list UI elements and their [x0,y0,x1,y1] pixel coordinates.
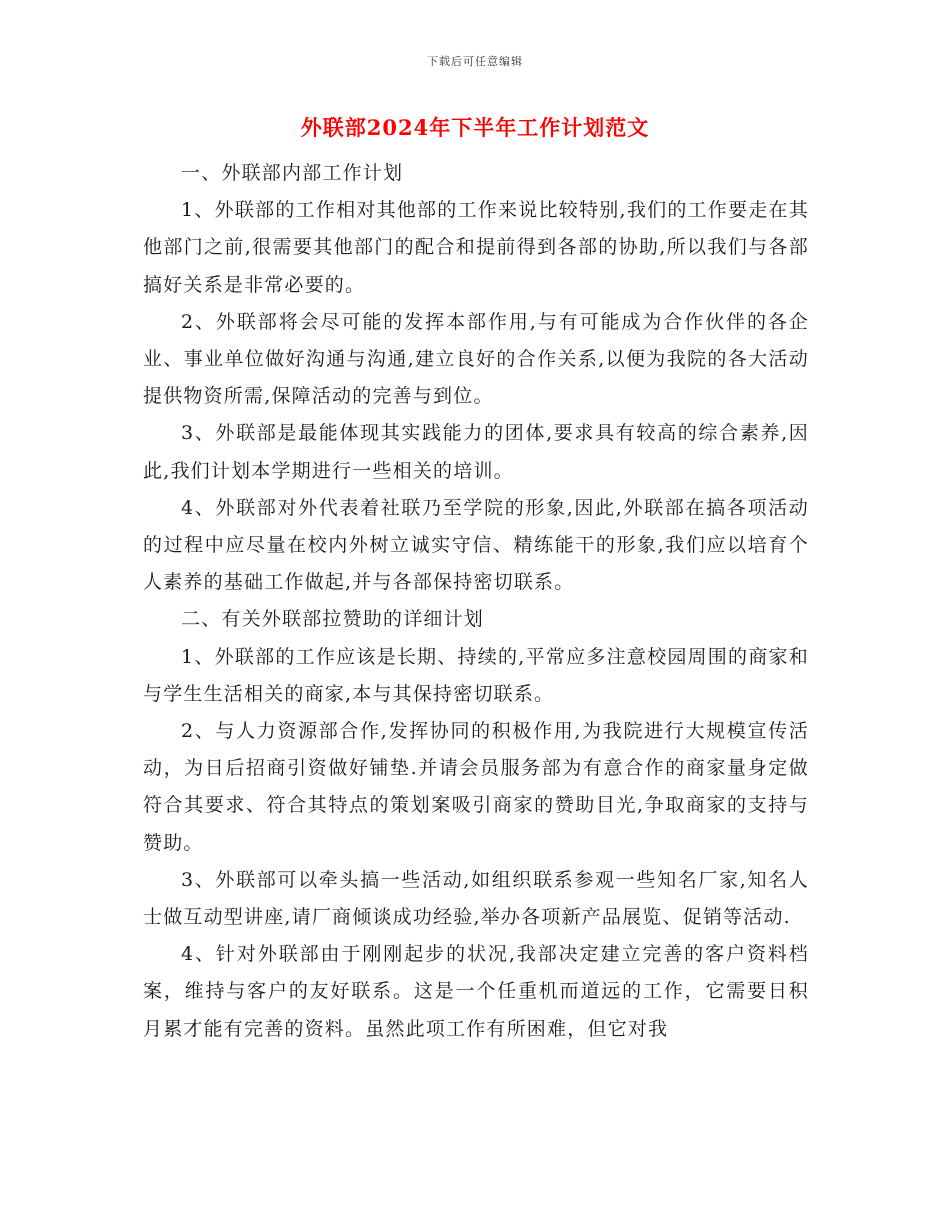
paragraph: 4、针对外联部由于刚刚起步的状况,我部决定建立完善的客户资料档案，维持与客户的友好联系。这是一个任重机而道远的工作，它需要日积月累才能有完善的资料。虽然此项工作有所困难，但它对我 [143,943,809,1040]
paragraph: 1、外联部的工作应该是长期、持续的,平常应多注意校园周围的商家和与学生生活相关的商家,本与其保持密切联系。 [143,645,809,705]
paragraph: 3、外联部可以牵头搞一些活动,如组织联系参观一些知名厂家,知名人士做互动型讲座,请厂商倾谈成功经验,举办各项新产品展览、促销等活动. [143,868,809,929]
section-heading-internal-plan: 一、外联部内部工作计划 [181,162,404,184]
paragraph: 2、与人力资源部合作,发挥协同的积极作用,为我院进行大规模宣传活动，为日后招商引资做好铺垫.并请会员服务部为有意合作的商家量身定做符合其要求、符合其特点的策划案吸引商家的赞助目光,争取商家的支持与赞助。 [143,720,809,854]
paragraph: 4、外联部对外代表着社联乃至学院的形象,因此,外联部在搞各项活动的过程中应尽量在校内外树立诚实守信、精练能干的形象,我们应以培育个人素养的基础工作做起,并与各部保持密切联系。 [143,496,809,594]
paragraph: 1、外联部的工作相对其他部的工作来说比较特别,我们的工作要走在其他部门之前,很需要其他部门的配合和提前得到各部的协助,所以我们与各部搞好关系是非常必要的。 [143,199,809,296]
document-title: 外联部2024年下半年工作计划范文 [300,115,650,140]
section-heading-sponsorship-plan: 二、有关外联部拉赞助的详细计划 [181,608,485,631]
paragraph: 2、外联部将会尽可能的发挥本部作用,与有可能成为合作伙伴的各企业、事业单位做好沟通与沟通,建立良好的合作关系,以便为我院的各大活动提供物资所需,保障活动的完善与到位。 [143,310,809,408]
page-header-note: 下载后可任意编辑 [427,55,523,68]
document-body [143,155,809,1048]
paragraph: 3、外联部是最能体现其实践能力的团体,要求具有较高的综合素养,因此,我们计划本学期进行一些相关的培训。 [143,422,809,482]
